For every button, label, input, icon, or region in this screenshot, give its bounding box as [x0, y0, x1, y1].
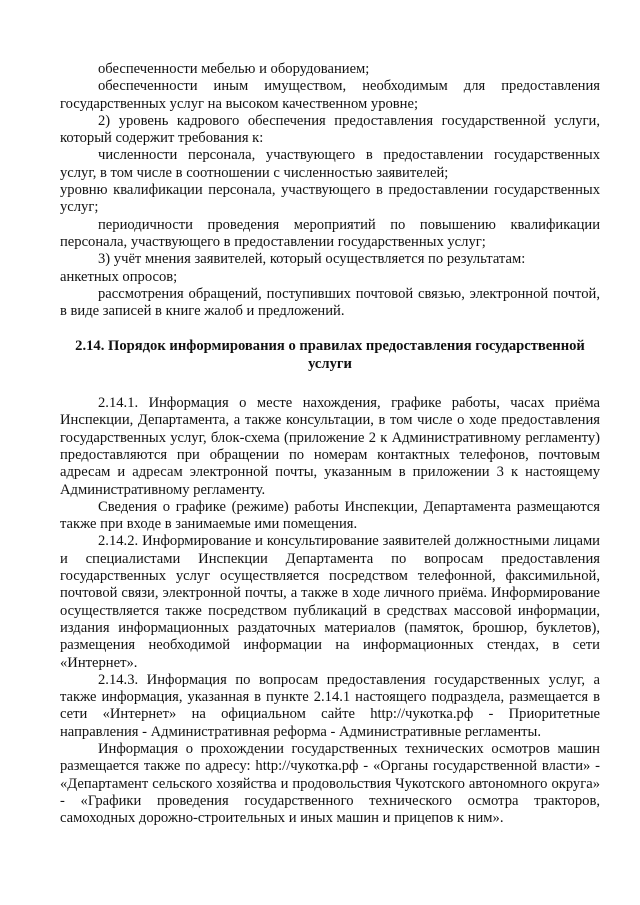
heading-line-1: 2.14. Порядок информирования о правилах предоставления государственной — [75, 338, 585, 355]
section-heading — [60, 338, 600, 373]
paragraph: периодичности проведения мероприятий по повышению квалификации персонала, участвующего в предоставлении государственных услуг; — [60, 216, 600, 250]
paragraph: 2.14.2. Информирование и консультирование заявителей должностными лицами и специалистами Инспекции Департамента по вопросам предоставления государственных услуг осуществляется посредством телефонной, факсимильной, почтовой связи, электронной почты, а также в ходе личного приёма. Информирование осуществляется также посредством публикаций в средствах массовой информации, издания информационных раздаточных материалов (памяток, брошюр, буклетов), размещения необходимой информации на информационных стендах, в сети «Интернет». — [60, 533, 600, 671]
paragraph: 3) учёт мнения заявителей, который осуществляется по результатам: — [98, 251, 526, 268]
section-informing — [60, 395, 600, 827]
paragraph: 2.14.3. Информация по вопросам предоставления государственных услуг, а также информация, указанная в пункте 2.14.1 настоящего подраздела, размещается в сети «Интернет» на официальном сайте http://чукотка.рф - Приоритетные направления - Административная реформа - Административные регламенты. — [60, 671, 600, 740]
paragraph: 2.14.1. Информация о месте нахождения, графике работы, часах приёма Инспекции, Департамента, а также консультации, в том числе о ходе предоставления государственных услуг, блок-схема (приложение 2 к Административному регламенту) предоставляются при обращении по номерам контактных телефонов, почтовым адресам и адресам электронной почты, указанным в приложении 3 к настоящему Административному регламенту. — [60, 395, 600, 498]
paragraph: численности персонала, участвующего в предоставлении государственных услуг, в том числе в соотношении с численностью заявителей; — [60, 147, 600, 181]
paragraph: обеспеченности иным имуществом, необходимым для предоставления государственных услуг на высоком качественном уровне; — [60, 78, 600, 112]
paragraph: Информация о прохождении государственных технических осмотров машин размещается также по адресу: http://чукотка.рф - «Органы государственной власти» - «Департамент сельского хозяйства и продовольствия Чукотского автономного округа» - «Графики проведения государственного технического осмотра тракторов, самоходных дорожно-строительных и иных машин и прицепов к ним». — [60, 740, 600, 827]
paragraph: обеспеченности мебелью и оборудованием; — [98, 61, 370, 77]
heading-line-2: услуги — [308, 355, 352, 372]
paragraph: анкетных опросов; — [60, 268, 178, 285]
paragraph: рассмотрения обращений, поступивших почтовой связью, электронной почтой, в виде записей в книге жалоб и предложений. — [60, 285, 600, 320]
paragraph: 2) уровень кадрового обеспечения предоставления государственной услуги, который содержит требования к: — [60, 112, 600, 147]
section-requirements — [60, 61, 600, 320]
paragraph: Сведения о графике (режиме) работы Инспекции, Департамента размещаются также при входе в занимаемые ими помещения. — [60, 498, 600, 533]
paragraph: уровню квалификации персонала, участвующего в предоставлении государственных услуг; — [60, 182, 600, 216]
